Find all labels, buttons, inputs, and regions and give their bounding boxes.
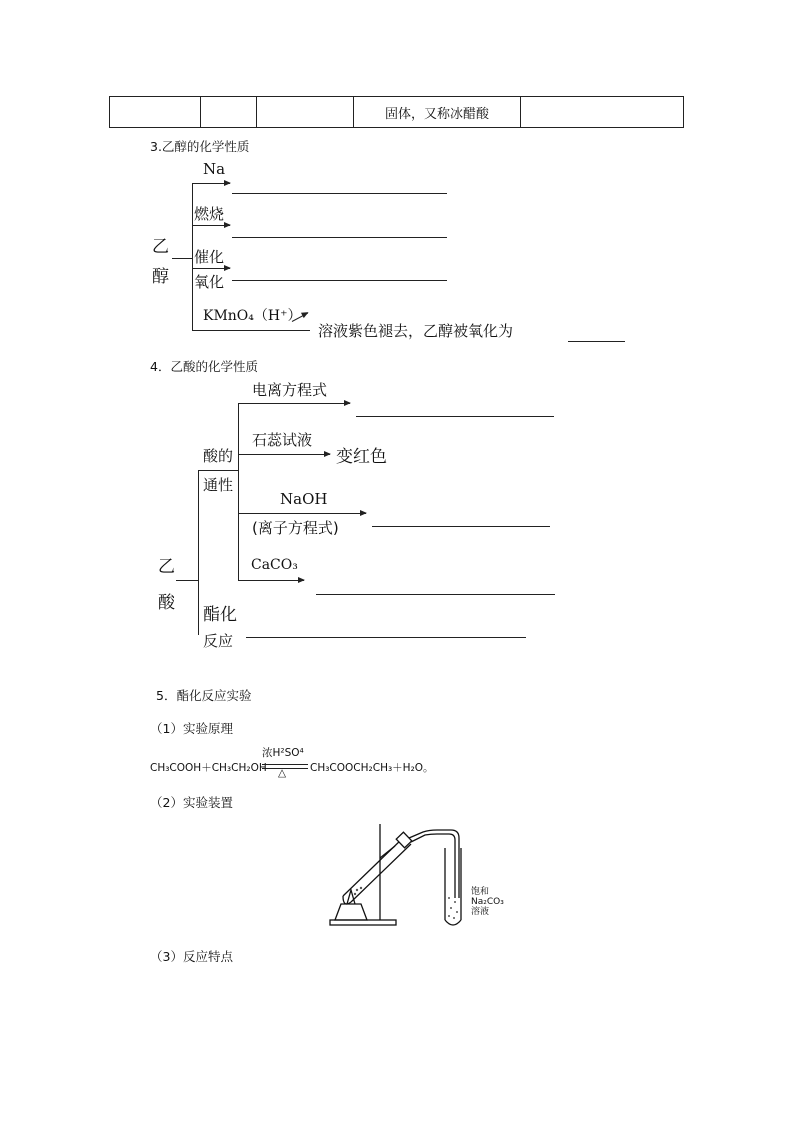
answer-blank <box>232 193 447 194</box>
branch-combustion-label: 燃烧 <box>194 205 225 223</box>
table-cell-state: 固体，又称冰醋酸 <box>354 97 521 128</box>
condition-catalyst: 浓H²SO⁴ <box>262 747 304 759</box>
ionization-label: 电离方程式 <box>252 381 328 399</box>
properties-table-row <box>109 96 684 128</box>
equilibrium-arrow <box>262 764 308 765</box>
section-3-heading: 3.乙醇的化学性质 <box>150 139 250 154</box>
answer-blank <box>232 237 447 238</box>
bracket-line <box>198 470 199 635</box>
apparatus-label <box>471 887 504 917</box>
answer-blank <box>246 637 526 638</box>
bracket-line <box>238 403 239 581</box>
equation-products: CH₃COOCH₂CH₃＋H₂O。 <box>310 762 434 774</box>
acid-char-2: 酸 <box>158 593 175 613</box>
answer-blank <box>356 416 554 417</box>
naoh-arrow <box>238 513 366 514</box>
branch-na-label: Na <box>203 160 226 178</box>
caco3-arrow <box>238 580 304 581</box>
litmus-label: 石蕊试液 <box>252 431 313 449</box>
table-cell <box>201 97 257 128</box>
principle-heading: （1）实验原理 <box>150 721 233 736</box>
connector-line <box>176 580 198 581</box>
apparatus-label-line: 饱和 <box>471 887 490 897</box>
branch-combustion-arrow <box>192 225 230 226</box>
branch-catalytic-arrow <box>192 268 230 269</box>
answer-blank <box>372 526 550 527</box>
features-heading: （3）反应特点 <box>150 949 233 964</box>
apparatus-heading: （2）实验装置 <box>150 795 233 810</box>
branch-catalytic-label: 催化 <box>194 248 225 266</box>
branch-oxidation-label: 氧化 <box>194 273 225 291</box>
section-5-heading: 5．酯化反应实验 <box>156 688 252 703</box>
ethanol-char-1: 乙 <box>152 237 169 257</box>
bracket-line <box>192 183 193 330</box>
answer-blank <box>232 280 447 281</box>
connector-line <box>172 258 192 259</box>
equation-reactants: CH₃COOH＋CH₃CH₂OH <box>150 762 267 774</box>
answer-blank <box>316 594 555 595</box>
kmno4-result-text: 溶液紫色褪去，乙醇被氧化为 <box>318 322 514 340</box>
section-4-heading: 4．乙酸的化学性质 <box>150 359 258 374</box>
branch-na-arrow <box>192 183 230 184</box>
ethanol-char-2: 醇 <box>152 267 169 287</box>
caco3-label: CaCO₃ <box>251 557 298 573</box>
ionization-arrow <box>238 403 350 404</box>
esterification-top: 酯化 <box>203 605 237 625</box>
answer-blank <box>568 341 625 342</box>
table-cell <box>257 97 354 128</box>
table-cell <box>110 97 201 128</box>
branch-kmno4-line <box>192 330 310 331</box>
apparatus-label-line: 溶液 <box>471 907 490 917</box>
condition-heat: △ <box>278 767 287 779</box>
acid-general-bottom: 通性 <box>203 476 234 494</box>
litmus-arrow <box>238 454 330 455</box>
table-cell <box>521 97 684 128</box>
branch-kmno4-label: KMnO₄（H⁺） <box>203 308 302 324</box>
naoh-label: NaOH <box>280 490 328 508</box>
esterification-bottom: 反应 <box>203 632 234 650</box>
connector-line <box>198 470 238 471</box>
naoh-note: (离子方程式) <box>252 519 339 537</box>
apparatus-label-line: Na₂CO₃ <box>471 897 504 907</box>
acid-char-1: 乙 <box>158 557 175 577</box>
acid-general-top: 酸的 <box>203 447 234 465</box>
litmus-result: 变红色 <box>336 447 387 467</box>
